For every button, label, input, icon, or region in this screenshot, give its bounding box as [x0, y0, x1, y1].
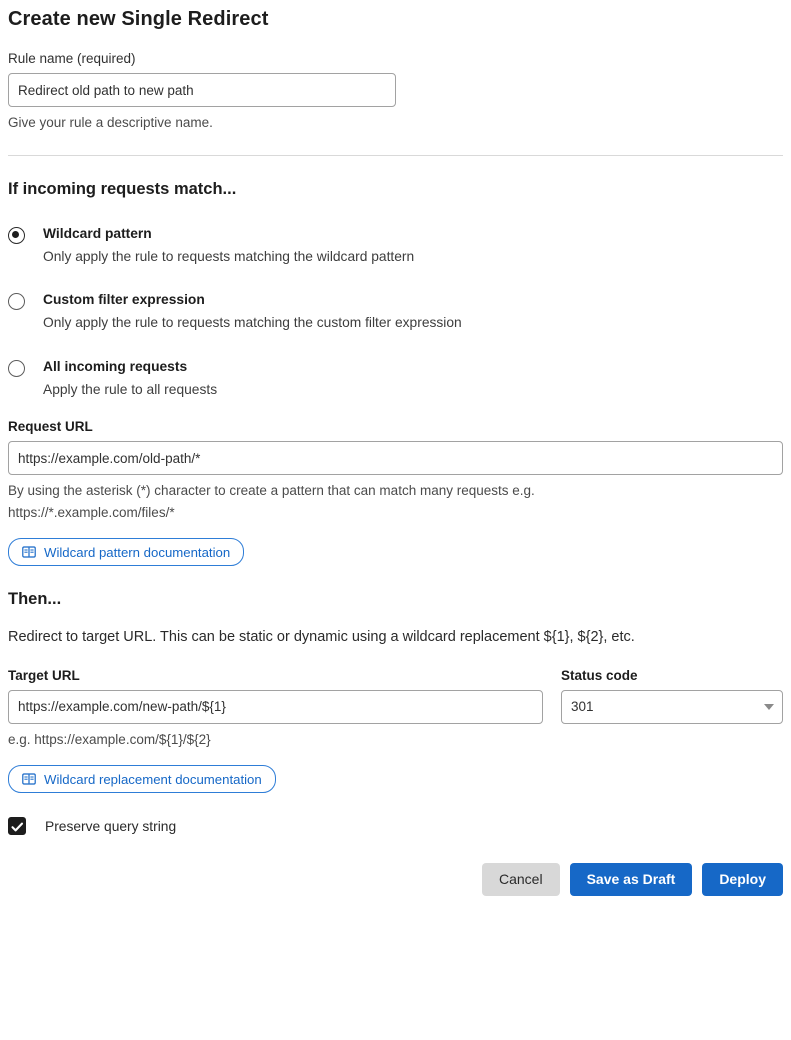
radio-button-icon[interactable] [8, 227, 25, 244]
save-as-draft-button[interactable]: Save as Draft [570, 863, 693, 896]
cancel-button[interactable]: Cancel [482, 863, 560, 896]
radio-option-title: All incoming requests [43, 359, 188, 375]
radio-option-title: Wildcard pattern [43, 225, 152, 241]
radio-option-title: Custom filter expression [43, 292, 205, 308]
radio-option-description: Only apply the rule to requests matching the custom filter expression [43, 315, 462, 331]
target-and-status-row [8, 652, 783, 750]
radio-option-custom-filter-expression[interactable] [8, 291, 783, 332]
request-url-input[interactable] [8, 441, 783, 475]
target-url-input[interactable] [8, 690, 543, 724]
book-icon [22, 772, 36, 786]
radio-option-description: Apply the rule to all requests [43, 382, 218, 398]
doc-link-label: Wildcard replacement documentation [44, 771, 262, 787]
radio-button-icon[interactable] [8, 360, 25, 377]
rule-name-helper: Give your rule a descriptive name. [8, 115, 213, 130]
section-divider [8, 155, 783, 156]
status-code-label: Status code [560, 667, 638, 683]
form-actions [8, 863, 783, 908]
status-code-value: 301 [570, 699, 594, 715]
match-section-heading: If incoming requests match... [8, 179, 237, 198]
then-section-description: Redirect to target URL. This can be static or dynamic using a wildcard replacement ${1}, ${2}, etc. [8, 629, 635, 646]
preserve-query-string-label: Preserve query string [45, 818, 177, 834]
preserve-query-string-row[interactable] [8, 817, 783, 835]
radio-option-description: Only apply the rule to requests matching the wildcard pattern [43, 248, 415, 264]
doc-link-label: Wildcard pattern documentation [44, 544, 231, 560]
wildcard-pattern-documentation-link[interactable] [8, 538, 244, 566]
radio-option-wildcard-pattern[interactable] [8, 225, 783, 266]
target-url-helper: e.g. https://example.com/${1}/${2} [8, 731, 211, 747]
deploy-button[interactable]: Deploy [702, 863, 783, 896]
radio-button-icon[interactable] [8, 293, 25, 310]
wildcard-replacement-documentation-link[interactable] [8, 765, 276, 793]
request-url-helper-line-1: By using the asterisk (*) character to create a pattern that can match many requests e.g. [8, 483, 535, 499]
rule-name-label: Rule name (required) [8, 51, 136, 66]
request-url-label: Request URL [8, 419, 93, 435]
status-code-select[interactable] [561, 690, 783, 724]
checkbox-checked-icon[interactable] [8, 817, 26, 835]
then-section-heading: Then... [8, 590, 62, 609]
match-mode-radio-group [8, 225, 783, 400]
book-icon [22, 545, 36, 559]
radio-option-all-incoming-requests[interactable] [8, 358, 783, 399]
page-title: Create new Single Redirect [8, 8, 269, 30]
target-url-label: Target URL [8, 667, 80, 683]
create-single-redirect-form [0, 8, 791, 1040]
request-url-helper-line-2: https://*.example.com/files/* [8, 504, 175, 520]
rule-name-input[interactable] [8, 73, 396, 107]
